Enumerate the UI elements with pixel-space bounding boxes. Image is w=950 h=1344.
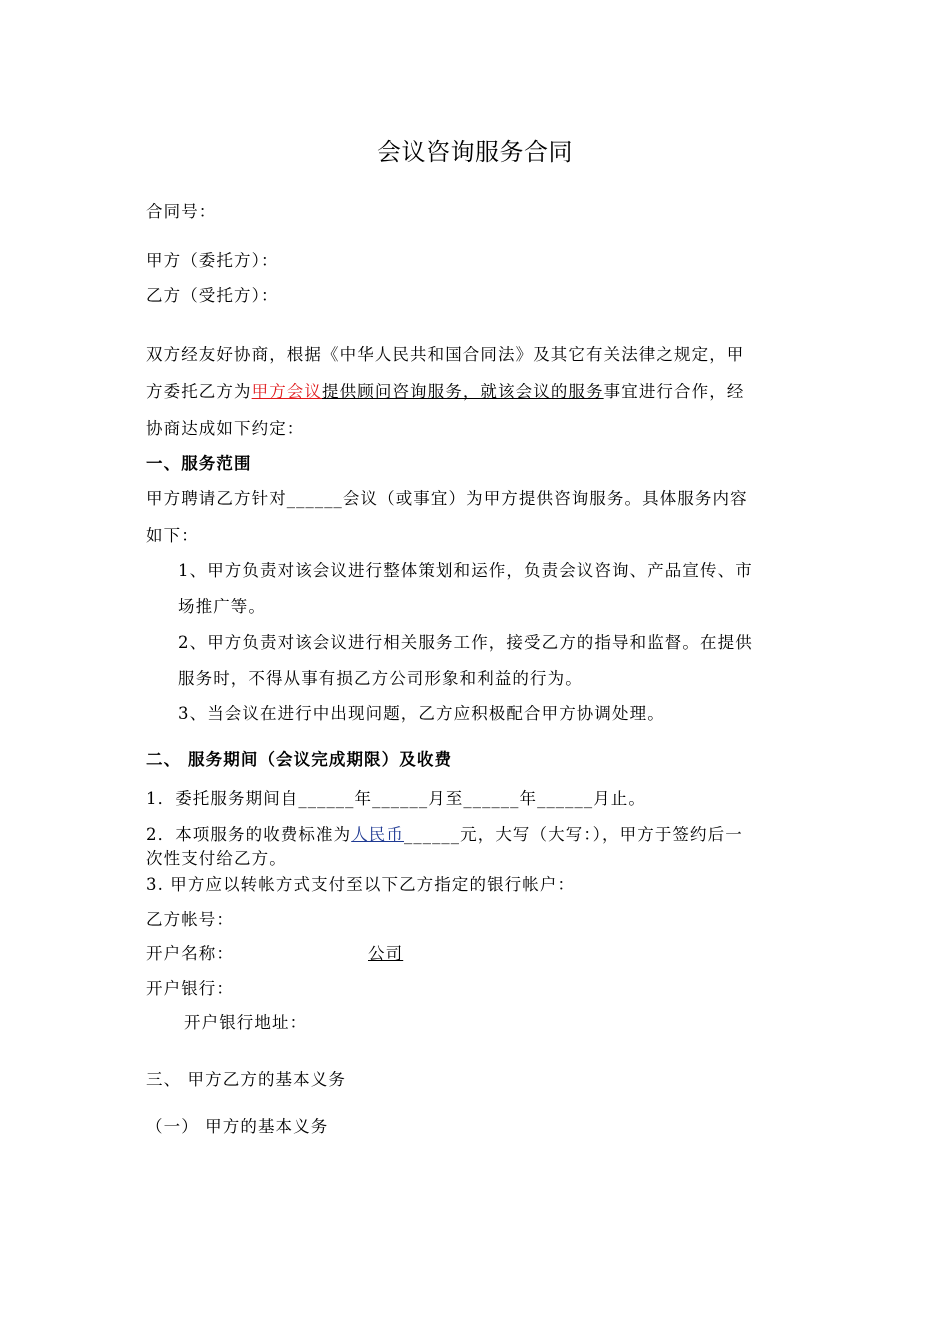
intro-line-2-prefix: 方委托乙方为 [146,382,252,401]
currency-link[interactable]: 人民币 [351,825,405,844]
section-1-line-1: 甲方聘请乙方针对______会议（或事宜）为甲方提供咨询服务。具体服务内容 [146,489,748,508]
section-1-item-3: 3、当会议在进行中出现问题，乙方应积极配合甲方协调处理。 [178,704,665,723]
bank-label: 开户银行： [146,979,234,998]
section-2-paragraph-2-suffix: ______元，大写（大写：），甲方于签约后一 [404,825,743,844]
section-3-heading: 三、 甲方乙方的基本义务 [146,1070,346,1089]
account-name-suffix: 公司 [368,944,404,963]
section-1-item-1-line-1: 1、甲方负责对该会议进行整体策划和运作，负责会议咨询、产品宣传、市 [178,561,753,580]
section-3-subheading-1: （一） 甲方的基本义务 [146,1117,329,1136]
party-a-label: 甲方（委托方）： [146,251,279,270]
account-number-label: 乙方帐号： [146,910,234,929]
account-name-field [234,944,403,963]
account-name-row [146,944,403,964]
bank-address-label: 开户银行地址： [184,1013,308,1032]
section-2-paragraph-3: 3. 甲方应以转帐方式支付至以下乙方指定的银行帐户： [146,875,576,894]
document-title: 会议咨询服务合同 [377,138,573,166]
section-2-heading: 二、 服务期间（会议完成期限）及收费 [146,750,453,769]
intro-line-2-suffix: 事宜进行合作，经 [603,382,745,401]
intro-line-3: 协商达成如下约定： [146,419,305,438]
account-name-label: 开户名称： [146,944,234,963]
section-2-paragraph-1: 1．委托服务期间自______年______月至______年______月止。 [146,789,646,808]
party-b-label: 乙方（受托方）： [146,286,279,305]
section-1-item-2-line-1: 2、甲方负责对该会议进行相关服务工作，接受乙方的指导和监督。在提供 [178,633,753,652]
intro-line-1: 双方经友好协商，根据《中华人民共和国合同法》及其它有关法律之规定，甲 [146,345,745,364]
section-1-line-2: 如下： [146,526,199,545]
section-1-item-2-line-2: 服务时，不得从事有损乙方公司形象和利益的行为。 [178,669,583,688]
intro-line-2 [146,382,744,402]
intro-red-text: 甲方会议 [251,382,323,401]
section-2-paragraph-2 [146,825,743,845]
contract-number-label: 合同号： [146,202,217,221]
section-2-paragraph-2-line-2: 次性支付给乙方。 [146,849,287,868]
intro-underlined-text: 提供顾问咨询服务，就该会议的服务 [322,382,604,401]
section-2-paragraph-2-prefix: 2．本项服务的收费标准为 [146,825,352,844]
section-1-heading: 一、服务范围 [146,454,252,473]
section-1-item-1-line-2: 场推广等。 [178,597,266,616]
